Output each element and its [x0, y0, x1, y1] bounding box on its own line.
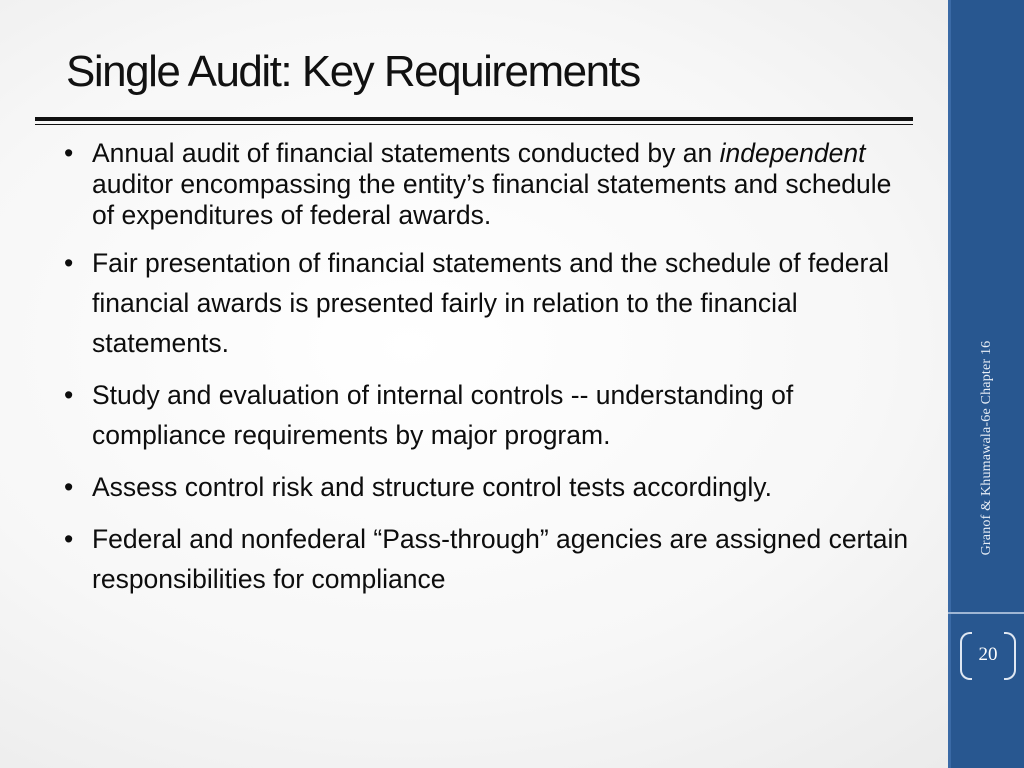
bullet-text: auditor encompassing the entity’s financial statements and schedule of expenditures of federal awards. — [92, 169, 892, 230]
bullet-item — [62, 243, 920, 363]
bullet-dot: • — [64, 524, 74, 554]
page-number-badge — [958, 632, 1018, 678]
bullet-text: Assess control risk and structure control tests accordingly. — [92, 472, 772, 502]
slide-title: Single Audit: Key Requirements — [66, 47, 640, 96]
side-panel-edge — [948, 0, 951, 768]
bullet-text: Federal and nonfederal “Pass-through” agencies are assigned certain responsibilities for compliance — [92, 524, 909, 594]
bullet-item — [62, 467, 920, 507]
bullet-item — [62, 138, 920, 231]
bullet-dot: • — [64, 380, 74, 410]
bullet-list — [62, 138, 920, 611]
footer-text: Granof & Khumawala-6e Chapter 16 — [979, 340, 994, 556]
bullet-text: Study and evaluation of internal controls -- understanding of compliance requirements by major program. — [92, 380, 794, 450]
bullet-text: Fair presentation of financial statements and the schedule of federal financial awards is presented fairly in relation to the financial statements. — [92, 248, 889, 358]
bullet-dot: • — [64, 248, 74, 278]
bullet-text: Annual audit of financial statements conducted by an — [92, 138, 720, 168]
bullet-item — [62, 375, 920, 455]
bullet-dot: • — [64, 472, 74, 502]
title-rule-thin — [35, 124, 913, 125]
bullet-dot: • — [64, 138, 74, 168]
side-panel-divider — [948, 612, 1024, 614]
page-number: 20 — [978, 644, 998, 665]
bullet-emphasis: independent — [719, 138, 866, 168]
bullet-item — [62, 519, 920, 599]
title-rule-thick — [35, 117, 913, 121]
